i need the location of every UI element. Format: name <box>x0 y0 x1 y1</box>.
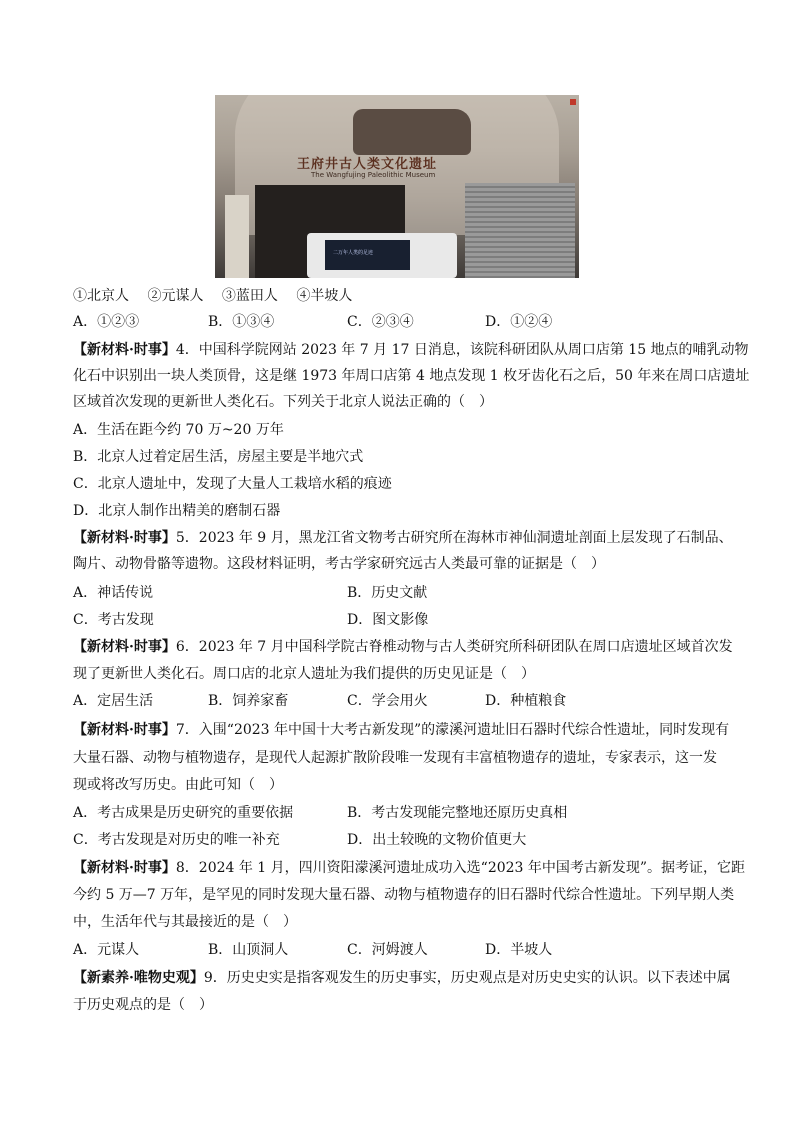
q5-tag: 【新材料·时事】 <box>73 530 176 546</box>
q9-stem-line2: 于历史观点的是（ ） <box>73 997 213 1013</box>
photo-pillar <box>225 195 249 278</box>
q6-option-a[interactable]: A．定居生活 <box>73 693 154 709</box>
q7-text1: 7．入围“2023 年中国十大考古新发现”的濛溪河遗址旧石器时代综合性遗址，同时发现有 <box>175 722 730 738</box>
q8-stem-line1 <box>73 858 745 878</box>
q7-stem-line3: 现或将改写历史。由此可知（ ） <box>73 777 283 793</box>
q4-text1: 4．中国科学院网站 2023 年 7 月 17 日消息，该院科研团队从周口店第 15 地点的哺乳动物 <box>175 342 749 358</box>
q3-option-d[interactable]: D．①②④ <box>485 314 553 330</box>
q8-option-b[interactable]: B．山顶洞人 <box>208 942 289 958</box>
q5-text1: 5．2023 年 9 月，黑龙江省文物考古研究所在海林市神仙洞遗址剖面上层发现了石制品、 <box>175 530 733 546</box>
q7-option-d[interactable]: D．出土较晚的文物价值更大 <box>347 832 527 848</box>
q7-option-a[interactable]: A．考古成果是历史研究的重要依据 <box>73 805 294 821</box>
q7-tag: 【新材料·时事】 <box>73 722 176 738</box>
museum-photo <box>215 95 579 278</box>
museum-sign-en: The Wangfujing Paleolithic Museum <box>311 171 436 179</box>
q8-option-a[interactable]: A．元谋人 <box>73 942 140 958</box>
photo-shutter <box>465 183 575 278</box>
kiosk-screen-text: 二万年人类的足迹 <box>333 250 374 256</box>
q4-stem-line3: 区域首次发现的更新世人类化石。下列关于北京人说法正确的（ ） <box>73 394 493 410</box>
q4-option-c[interactable]: C．北京人遗址中，发现了大量人工栽培水稻的痕迹 <box>73 476 392 492</box>
q9-text1: 9．历史史实是指客观发生的历史事实，历史观点是对历史史实的认识。以下表述中属 <box>203 970 731 986</box>
q6-option-c[interactable]: C．学会用火 <box>347 693 428 709</box>
q5-option-c[interactable]: C．考古发现 <box>73 612 154 628</box>
q9-stem-line1 <box>73 968 731 988</box>
q7-option-c[interactable]: C．考古发现是对历史的唯一补充 <box>73 832 280 848</box>
q8-option-c[interactable]: C．河姆渡人 <box>347 942 428 958</box>
q8-tag: 【新材料·时事】 <box>73 860 176 876</box>
q8-stem-line2: 今约 5 万—7 万年，是罕见的同时发现大量石器、动物与植物遗存的旧石器时代综合性遗址。下列早期人类 <box>73 887 735 903</box>
q7-option-b[interactable]: B．考古发现能完整地还原历史真相 <box>347 805 568 821</box>
q6-text1: 6．2023 年 7 月中国科学院古脊椎动物与古人类研究所科研团队在周口店遗址区域首次发 <box>175 639 733 655</box>
q6-stem-line2: 现了更新世人类化石。周口店的北京人遗址为我们提供的历史见证是（ ） <box>73 666 535 682</box>
q6-option-d[interactable]: D．种植粮食 <box>485 693 567 709</box>
q4-option-a[interactable]: A．生活在距今约 70 万~20 万年 <box>73 422 284 438</box>
photo-sculpture <box>353 109 471 155</box>
q7-stem-line2: 大量石器、动物与植物遗存，是现代人起源扩散阶段唯一发现有丰富植物遗存的遗址，专家表示，这一发 <box>73 750 717 766</box>
museum-sign: 王府井古人类文化遗址 <box>297 157 438 172</box>
q5-option-a[interactable]: A．神话传说 <box>73 585 154 601</box>
q9-tag: 【新素养·唯物史观】 <box>73 970 204 986</box>
q3-option-c[interactable]: C．②③④ <box>347 314 414 330</box>
q8-text1: 8．2024 年 1 月，四川资阳濛溪河遗址成功入选“2023 年中国考古新发现”。据考证，它距 <box>175 860 746 876</box>
q3-items: ①北京人 ②元谋人 ③蓝田人 ④半坡人 <box>73 288 353 304</box>
q8-stem-line3: 中，生活年代与其最接近的是（ ） <box>73 914 297 930</box>
q4-stem-line2: 化石中识别出一块人类顶骨，这是继 1973 年周口店第 4 地点发现 1 枚牙齿化石之后，50 年来在周口店遗址 <box>73 368 750 384</box>
q6-tag: 【新材料·时事】 <box>73 639 176 655</box>
q3-option-b[interactable]: B．①③④ <box>208 314 275 330</box>
q5-option-d[interactable]: D．图文影像 <box>347 612 429 628</box>
q5-stem-line2: 陶片、动物骨骼等遗物。这段材料证明，考古学家研究远古人类最可靠的证据是（ ） <box>73 556 605 572</box>
q7-stem-line1 <box>73 720 729 740</box>
q5-stem-line1 <box>73 528 733 548</box>
q6-option-b[interactable]: B．饲养家畜 <box>208 693 289 709</box>
photo-red-mark <box>570 99 576 105</box>
q4-option-d[interactable]: D．北京人制作出精美的磨制石器 <box>73 503 281 519</box>
q6-stem-line1 <box>73 637 733 657</box>
q4-stem-line1 <box>73 340 749 360</box>
q5-option-b[interactable]: B．历史文献 <box>347 585 428 601</box>
q3-option-a[interactable]: A．①②③ <box>73 314 140 330</box>
q4-tag: 【新材料·时事】 <box>73 342 176 358</box>
q4-option-b[interactable]: B．北京人过着定居生活，房屋主要是半地穴式 <box>73 449 364 465</box>
q8-option-d[interactable]: D．半坡人 <box>485 942 553 958</box>
